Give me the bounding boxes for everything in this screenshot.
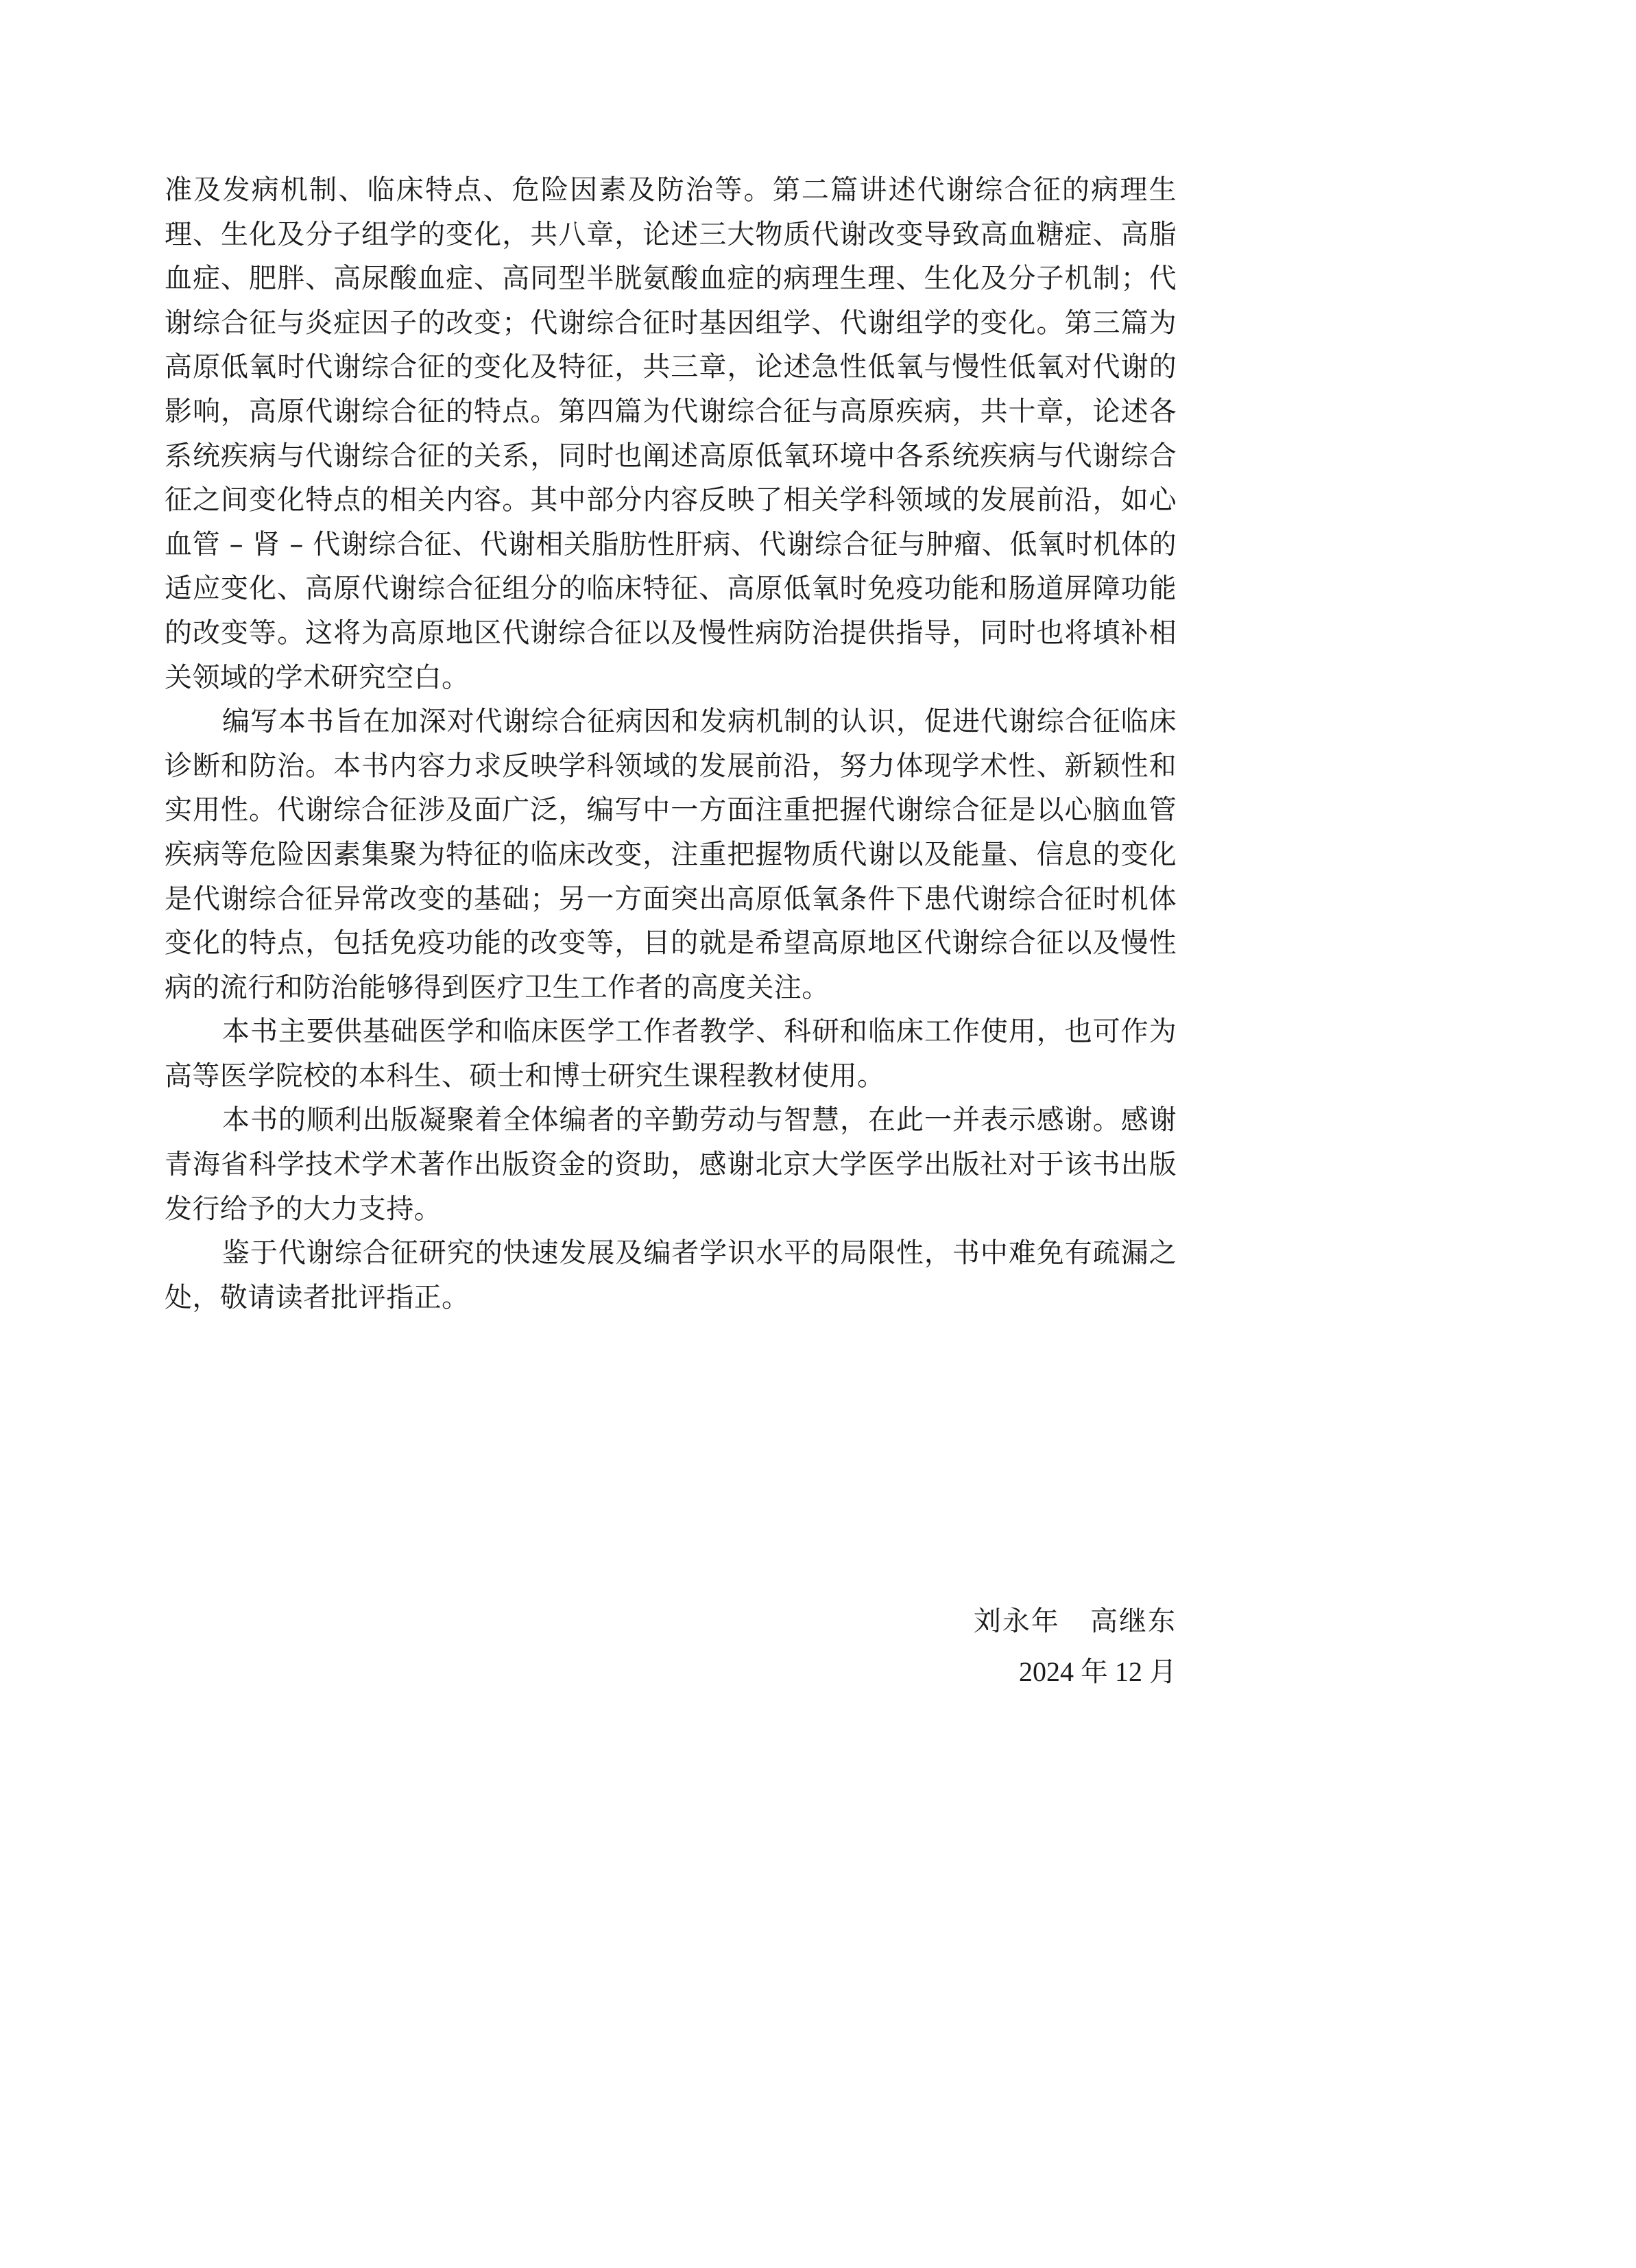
preface-body <box>165 168 1177 1320</box>
paragraph-purpose: 编写本书旨在加深对代谢综合征病因和发病机制的认识，促进代谢综合征临床诊断和防治。本书内容力求反映学科领域的发展前沿，努力体现学术性、新颖性和实用性。代谢综合征涉及面广泛，编写中一方面注重把握代谢综合征是以心脑血管疾病等危险因素集聚为特征的临床改变，注重把握物质代谢以及能量、信息的变化是代谢综合征异常改变的基础；另一方面突出高原低氧条件下患代谢综合征时机体变化的特点，包括免疫功能的改变等，目的就是希望高原地区代谢综合征以及慢性病的流行和防治能够得到医疗卫生工作者的高度关注。 <box>165 706 1177 1003</box>
paragraph-disclaimer: 鉴于代谢综合征研究的快速发展及编者学识水平的局限性，书中难免有疏漏之处，敬请读者批评指正。 <box>165 1237 1177 1313</box>
signature-date: 2024 年 12 月 <box>1019 1656 1177 1687</box>
paragraph-acknowledgements: 本书的顺利出版凝聚着全体编者的辛勤劳动与智慧，在此一并表示感谢。感谢青海省科学技术学术著作出版资金的资助，感谢北京大学医学出版社对于该书出版发行给予的大力支持。 <box>165 1104 1177 1225</box>
paragraph-audience: 本书主要供基础医学和临床医学工作者教学、科研和临床工作使用，也可作为高等医学院校的本科生、硕士和博士研究生课程教材使用。 <box>165 1016 1177 1092</box>
paragraph-continued: 准及发病机制、临床特点、危险因素及防治等。第二篇讲述代谢综合征的病理生理、生化及分子组学的变化，共八章，论述三大物质代谢改变导致高血糖症、高脂血症、肥胖、高尿酸血症、高同型半胱氨酸血症的病理生理、生化及分子机制；代谢综合征与炎症因子的改变；代谢综合征时基因组学、代谢组学的变化。第三篇为高原低氧时代谢综合征的变化及特征，共三章，论述急性低氧与慢性低氧对代谢的影响，高原代谢综合征的特点。第四篇为代谢综合征与高原疾病，共十章，论述各系统疾病与代谢综合征的关系，同时也阐述高原低氧环境中各系统疾病与代谢综合征之间变化特点的相关内容。其中部分内容反映了相关学科领域的发展前沿，如心血管 – 肾 – 代谢综合征、代谢相关脂肪性肝病、代谢综合征与肿瘤、低氧时机体的适应变化、高原代谢综合征组分的临床特征、高原低氧时免疫功能和肠道屏障功能的改变等。这将为高原地区代谢综合征以及慢性病防治提供指导，同时也将填补相关领域的学术研究空白。 <box>165 174 1177 693</box>
signature-block <box>974 1598 1177 1695</box>
signature-authors: 刘永年 高继东 <box>973 1605 1177 1637</box>
